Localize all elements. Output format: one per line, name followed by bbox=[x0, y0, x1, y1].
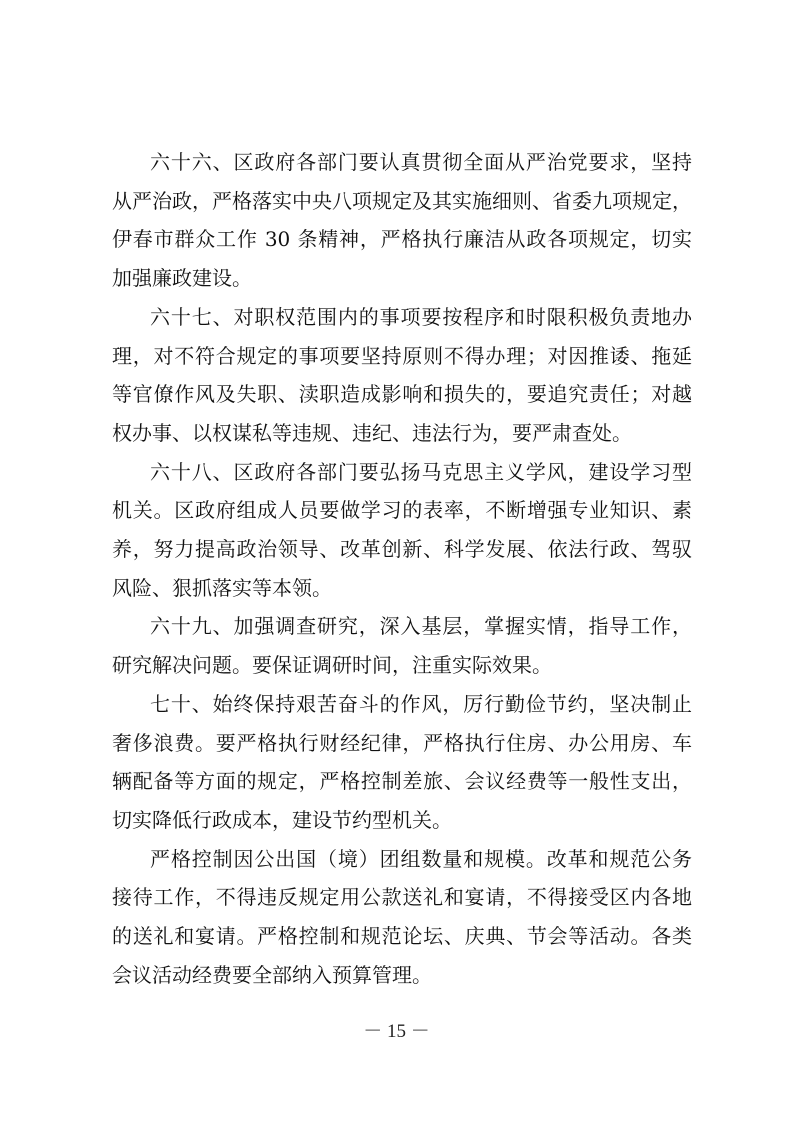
text-line: 接待工作，不得违反规定用公款送礼和宴请，不得接受区内各地 bbox=[112, 885, 692, 910]
text-line: 辆配备等方面的规定，严格控制差旅、会议经费等一般性支出， bbox=[112, 769, 692, 794]
paragraph-66 bbox=[112, 143, 692, 298]
text-line: 机关。区政府组成人员要做学习的表率，不断增强专业知识、素 bbox=[112, 498, 692, 523]
text-line: 加强廉政建设。 bbox=[112, 266, 252, 291]
text-line: 的送礼和宴请。严格控制和规范论坛、庆典、节会等活动。各类 bbox=[112, 924, 692, 949]
page-number: － 15 － bbox=[363, 1021, 430, 1042]
text-line: 六十七、对职权范围内的事项要按程序和时限积极负责地办 bbox=[150, 304, 692, 329]
paragraph-67 bbox=[112, 298, 692, 453]
text-line: 等官僚作风及失职、渎职造成影响和损失的，要追究责任；对越 bbox=[112, 382, 692, 407]
text-line: 权办事、以权谋私等违规、违纪、违法行为，要严肃查处。 bbox=[112, 420, 632, 445]
text-line: 从严治政，严格落实中央八项规定及其实施细则、省委九项规定， bbox=[112, 188, 692, 213]
text-line: 理，对不符合规定的事项要坚持原则不得办理；对因推诿、拖延 bbox=[112, 343, 692, 368]
text-line: 风险、狠抓落实等本领。 bbox=[112, 575, 332, 600]
text-line: 六十六、区政府各部门要认真贯彻全面从严治党要求，坚持 bbox=[150, 150, 692, 174]
text-line: 七十、始终保持艰苦奋斗的作风，厉行勤俭节约，坚决制止 bbox=[150, 691, 692, 716]
paragraph-70 bbox=[112, 685, 692, 840]
paragraph-68 bbox=[112, 453, 692, 608]
text-line: 会议活动经费要全部纳入预算管理。 bbox=[112, 962, 432, 987]
text-line: 养，努力提高政治领导、改革创新、科学发展、依法行政、驾驭 bbox=[112, 537, 692, 562]
paragraph-overseas-trips bbox=[112, 840, 692, 995]
text-line: 奢侈浪费。要严格执行财经纪律，严格执行住房、办公用房、车 bbox=[112, 730, 692, 755]
text-line: 切实降低行政成本，建设节约型机关。 bbox=[112, 807, 452, 832]
text-line: 伊春市群众工作 30 条精神，严格执行廉洁从政各项规定，切实 bbox=[112, 227, 692, 252]
text-line: 研究解决问题。要保证调研时间，注重实际效果。 bbox=[112, 653, 552, 678]
text-line: 六十八、区政府各部门要弘扬马克思主义学风，建设学习型 bbox=[150, 459, 692, 484]
document-body bbox=[112, 143, 692, 994]
text-line: 六十九、加强调查研究，深入基层，掌握实情，指导工作， bbox=[150, 614, 692, 639]
text-line: 严格控制因公出国（境）团组数量和规模。改革和规范公务 bbox=[150, 846, 692, 871]
paragraph-69 bbox=[112, 607, 692, 684]
